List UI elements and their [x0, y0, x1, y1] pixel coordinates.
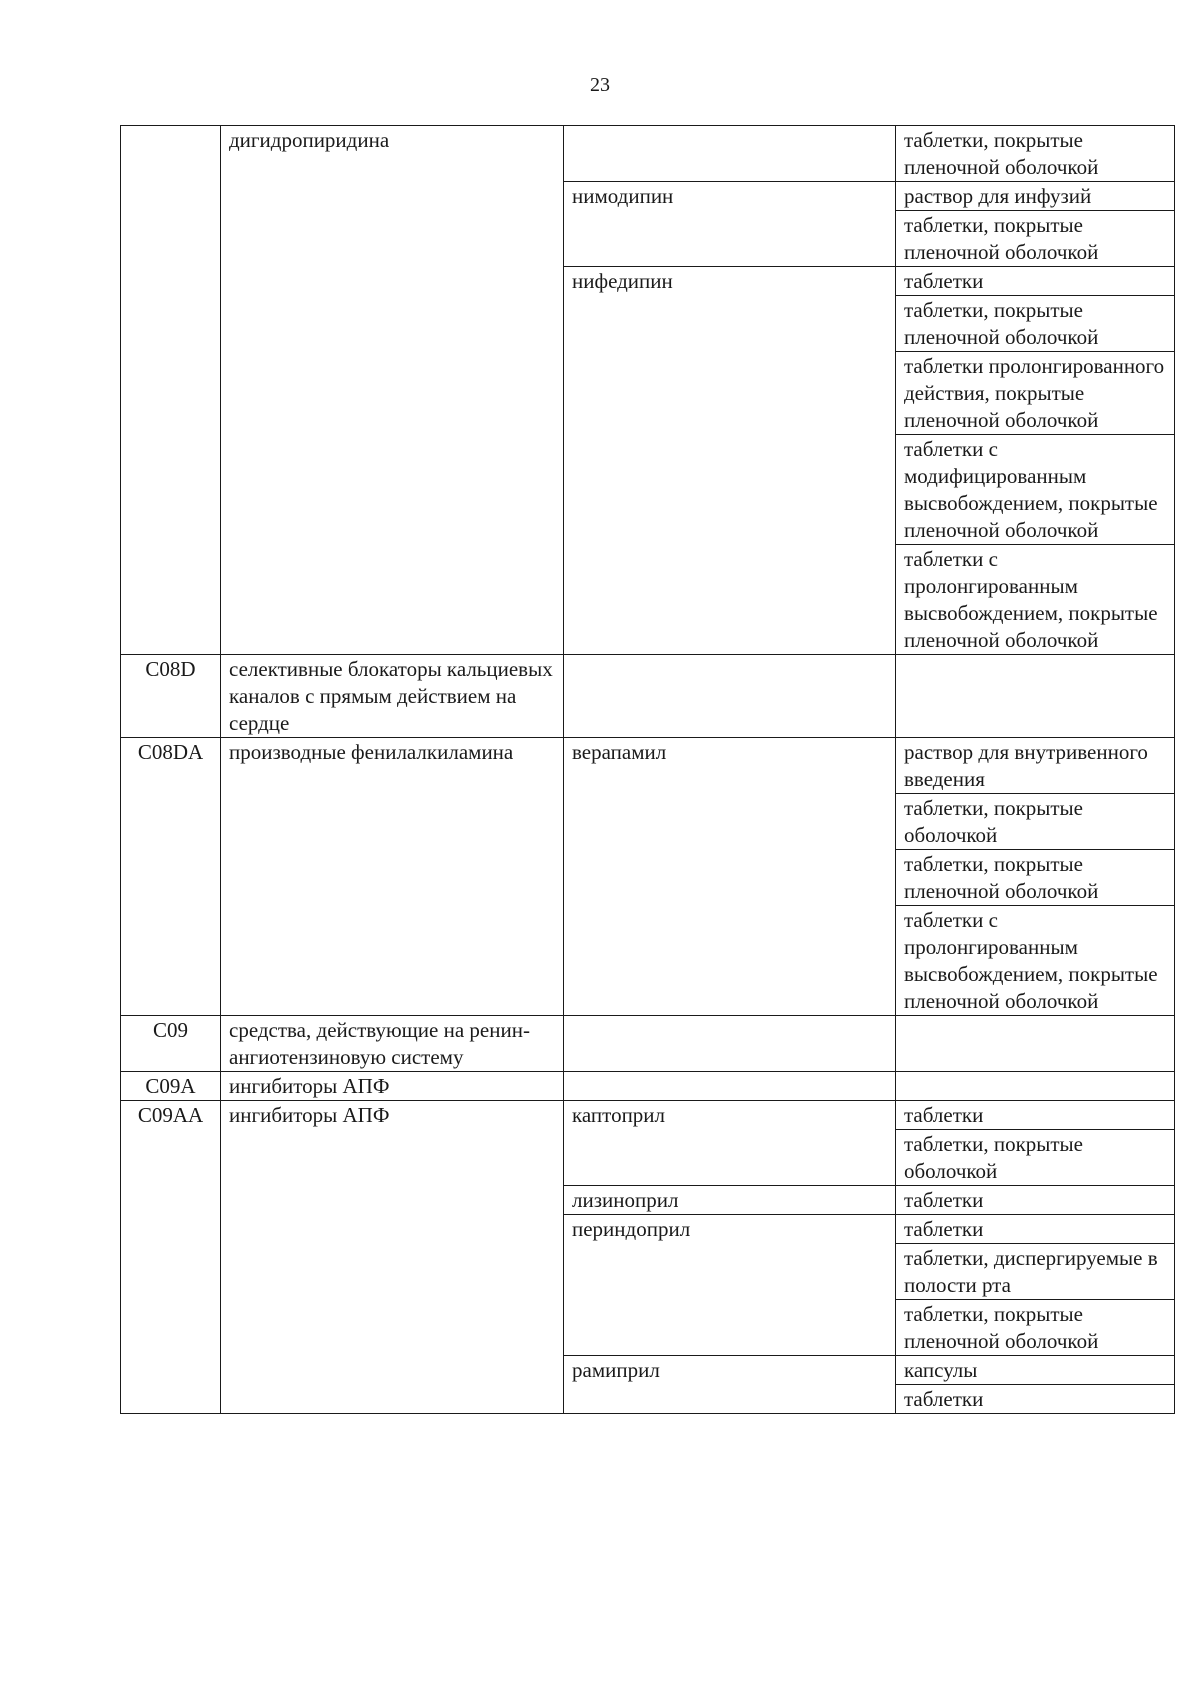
dosage-form-cell: таблетки с пролонгированным высвобождением, покрытые пленочной оболочкой — [896, 906, 1175, 1016]
atc-code-cell: C09AA — [121, 1101, 221, 1414]
dosage-form-cell — [896, 655, 1175, 738]
dosage-form-cell: таблетки, покрытые оболочкой — [896, 794, 1175, 850]
dosage-form-cell: таблетки — [896, 267, 1175, 296]
dosage-form-cell: таблетки, покрытые пленочной оболочкой — [896, 1300, 1175, 1356]
atc-code-cell: C09 — [121, 1016, 221, 1072]
dosage-form-cell — [896, 1016, 1175, 1072]
table-row — [121, 1016, 1175, 1072]
drug-name-cell: нифедипин — [564, 267, 896, 655]
atc-code-cell: C09A — [121, 1072, 221, 1101]
drug-name-cell — [564, 655, 896, 738]
dosage-form-cell: таблетки, покрытые пленочной оболочкой — [896, 126, 1175, 182]
drug-name-cell — [564, 126, 896, 182]
drug-name-cell — [564, 1016, 896, 1072]
group-name-cell: селективные блокаторы кальциевых каналов с прямым действием на сердце — [221, 655, 564, 738]
dosage-form-cell: таблетки с модифицированным высвобождением, покрытые пленочной оболочкой — [896, 435, 1175, 545]
group-name-cell: ингибиторы АПФ — [221, 1101, 564, 1414]
dosage-form-cell: раствор для инфузий — [896, 182, 1175, 211]
dosage-form-cell — [896, 1072, 1175, 1101]
drug-table — [120, 125, 1175, 1414]
drug-name-cell: нимодипин — [564, 182, 896, 267]
table-row — [121, 126, 1175, 182]
dosage-form-cell: капсулы — [896, 1356, 1175, 1385]
drug-name-cell: периндоприл — [564, 1215, 896, 1356]
dosage-form-cell: таблетки — [896, 1385, 1175, 1414]
dosage-form-cell: таблетки, покрытые пленочной оболочкой — [896, 296, 1175, 352]
drug-name-cell: лизиноприл — [564, 1186, 896, 1215]
table-row — [121, 655, 1175, 738]
dosage-form-cell: таблетки, покрытые пленочной оболочкой — [896, 850, 1175, 906]
table-row — [121, 738, 1175, 794]
drug-name-cell — [564, 1072, 896, 1101]
page-number: 23 — [590, 74, 610, 96]
drug-name-cell: верапамил — [564, 738, 896, 1016]
dosage-form-cell: таблетки — [896, 1215, 1175, 1244]
table-row — [121, 1101, 1175, 1130]
drug-name-cell: каптоприл — [564, 1101, 896, 1186]
drug-name-cell: рамиприл — [564, 1356, 896, 1414]
dosage-form-cell: таблетки пролонгированного действия, покрытые пленочной оболочкой — [896, 352, 1175, 435]
group-name-cell: средства, действующие на ренин-ангиотензиновую систему — [221, 1016, 564, 1072]
group-name-cell: производные фенилалкиламина — [221, 738, 564, 1016]
group-name-cell: ингибиторы АПФ — [221, 1072, 564, 1101]
dosage-form-cell: таблетки — [896, 1101, 1175, 1130]
dosage-form-cell: раствор для внутривенного введения — [896, 738, 1175, 794]
group-name-cell: дигидропиридина — [221, 126, 564, 655]
dosage-form-cell: таблетки, покрытые пленочной оболочкой — [896, 211, 1175, 267]
atc-code-cell — [121, 126, 221, 655]
dosage-form-cell: таблетки с пролонгированным высвобождением, покрытые пленочной оболочкой — [896, 545, 1175, 655]
dosage-form-cell: таблетки, диспергируемые в полости рта — [896, 1244, 1175, 1300]
atc-code-cell: C08D — [121, 655, 221, 738]
atc-code-cell: C08DA — [121, 738, 221, 1016]
dosage-form-cell: таблетки — [896, 1186, 1175, 1215]
dosage-form-cell: таблетки, покрытые оболочкой — [896, 1130, 1175, 1186]
table-row — [121, 1072, 1175, 1101]
